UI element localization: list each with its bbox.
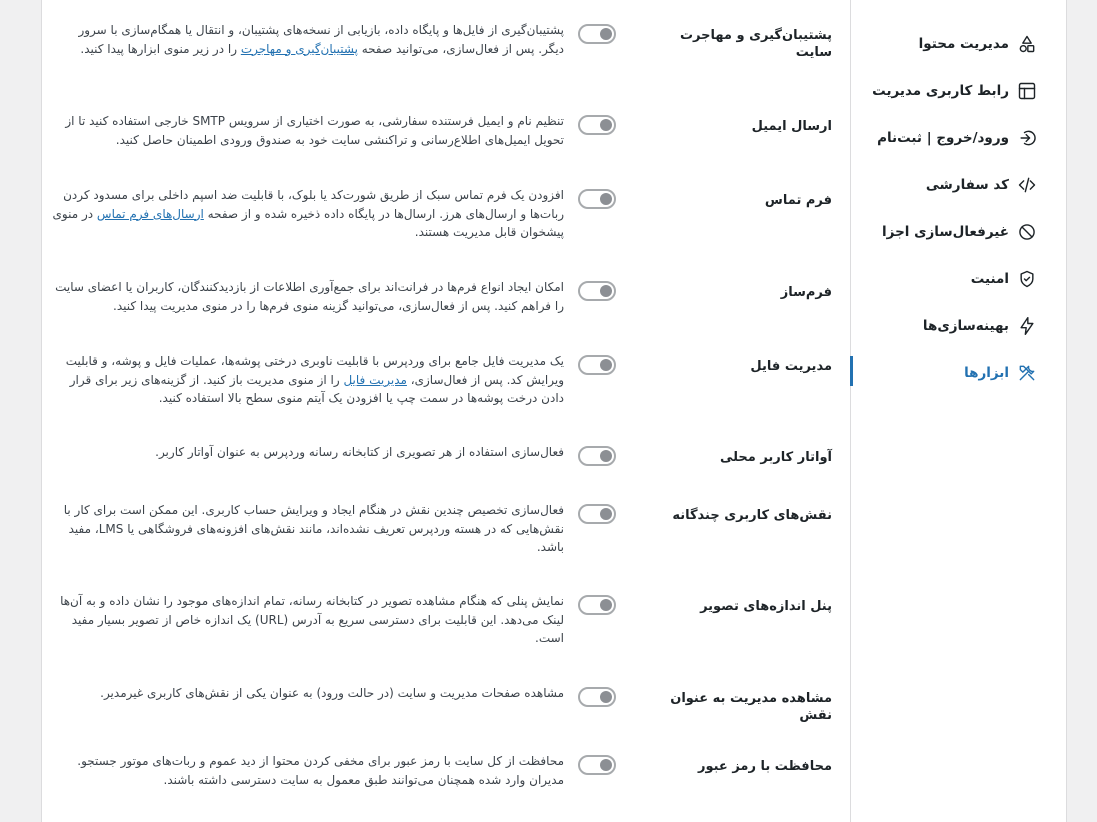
sidebar-item-label: امنیت: [970, 270, 1009, 287]
sidebar-item-disable-components[interactable]: [851, 208, 1066, 255]
form-builder-toggle[interactable]: [578, 281, 616, 301]
toggle-knob: [600, 119, 612, 131]
setting-label: مدیریت فایل: [750, 359, 832, 374]
setting-description: [52, 684, 564, 703]
local-avatar-toggle[interactable]: [578, 446, 616, 466]
sidebar-item-content-management[interactable]: [851, 20, 1066, 67]
shield-check-icon: [1016, 268, 1038, 290]
sidebar-item-label: ابزارها: [964, 364, 1009, 381]
toggle-knob: [600, 691, 612, 703]
view-admin-as-role-toggle[interactable]: [578, 687, 616, 707]
description-text: فعال‌سازی استفاده از هر تصویری از کتابخانه رسانه وردپرس به عنوان آواتار کاربر.: [155, 445, 564, 459]
toggle-knob: [600, 599, 612, 611]
multiple-roles-toggle[interactable]: [578, 504, 616, 524]
backup-migration-link[interactable]: پشتیبان‌گیری و مهاجرت: [240, 41, 358, 56]
description-text: در منوی پیشخوان قابل مدیریت هستند.: [52, 206, 564, 239]
setting-description: [52, 592, 564, 648]
sidebar-item-optimizations[interactable]: [851, 302, 1066, 349]
setting-description: [52, 501, 564, 557]
description-text: نمایش پنلی که هنگام مشاهده تصویر در کتابخانه رسانه، تمام اندازه‌های موجود را نشان داده و به آن‌ها لینک می‌دهد. این قابلیت برای دسترسی سریع به آدرس (URL) یک اندازه خاص از تصویر بسیار مفید است.: [60, 594, 564, 645]
sidebar-item-custom-code[interactable]: [851, 161, 1066, 208]
setting-label: مشاهده مدیریت به عنوان نقش: [670, 691, 832, 723]
toggle-knob: [600, 28, 612, 40]
toggle-knob: [600, 508, 612, 520]
description-text: مشاهده صفحات مدیریت و سایت (در حالت ورود) به عنوان یکی از نقش‌های کاربری غیرمدیر.: [100, 686, 564, 700]
description-text: پشتیبان‌گیری از فایل‌ها و پایگاه داده، بازیابی از نسخه‌های پشتیبان، و انتقال یا همگام‌سازی با سرور دیگر. پس از فعال‌سازی، می‌توانید صفحه: [78, 23, 564, 56]
email-delivery-toggle[interactable]: [578, 115, 616, 135]
password-protection-toggle[interactable]: [578, 755, 616, 775]
setting-description: [52, 752, 564, 789]
description-text: امکان ایجاد انواع فرم‌ها در فرانت‌اند برای جمع‌آوری اطلاعات از بازدیدکنندگان، کاربران یا اعضای سایت را فراهم کنید. پس از فعال‌سازی، می‌توانید گزینه منوی فرم‌ها را در منوی مدیریت پیدا کنید.: [55, 280, 564, 313]
setting-description: [52, 186, 564, 242]
shapes-icon: [1016, 33, 1038, 55]
toggle-knob: [600, 193, 612, 205]
setting-description: [52, 443, 564, 462]
setting-label: فرم‌ساز: [780, 285, 832, 300]
toggle-knob: [600, 759, 612, 771]
toggle-knob: [600, 450, 612, 462]
description-text: افزودن یک فرم تماس سبک از طریق شورت‌کد یا بلوک، با قابلیت ضد اسپم داخلی برای مسدود کردن ربات‌ها و ارسال‌های هرز. ارسال‌ها در پایگاه داده ذخیره شده و از صفحه: [63, 188, 564, 221]
sidebar-item-login-logout[interactable]: [851, 114, 1066, 161]
sidebar-item-label: رابط کاربری مدیریت: [872, 82, 1009, 99]
description-text: یک مدیریت فایل جامع برای وردپرس با قابلیت ناوبری درختی پوشه‌ها، عملیات فایل و پوشه، و قابلیت ویرایش کد. پس از فعال‌سازی،: [65, 354, 564, 387]
sidebar-item-label: بهینه‌سازی‌ها: [922, 317, 1009, 334]
setting-description: [52, 112, 564, 149]
setting-description: [52, 278, 564, 315]
sidebar-item-label: ورود/خروج | ثبت‌نام: [877, 129, 1009, 146]
description-text: محافظت از کل سایت با رمز عبور برای مخفی کردن محتوا از دید عموم و ربات‌های موتور جستجو. مدیران وارد شده همچنان می‌توانند طبق معمول به سایت دسترسی داشته باشند.: [77, 754, 564, 787]
setting-label: فرم تماس: [764, 193, 832, 208]
backup-migration-toggle[interactable]: [578, 24, 616, 44]
settings-panel: [41, 0, 1067, 822]
layout-icon: [1016, 80, 1038, 102]
tools-icon: [1016, 362, 1038, 384]
image-sizes-panel-toggle[interactable]: [578, 595, 616, 615]
setting-label: محافظت با رمز عبور: [697, 759, 832, 774]
description-text: تنظیم نام و ایمیل فرستنده سفارشی، به صورت اختیاری از سرویس SMTP خارجی استفاده کنید تا از تحویل ایمیل‌های اطلاع‌رسانی و تراکنشی سایت خود به صندوق ورودی اطمینان حاصل کنید.: [65, 114, 564, 147]
sidebar-item-label: کد سفارشی: [925, 176, 1009, 193]
sidebar-item-label: مدیریت محتوا: [918, 35, 1009, 52]
file-manager-link[interactable]: مدیریت فایل: [343, 372, 407, 387]
description-text: را از منوی مدیریت باز کنید. از گزینه‌های زیر برای قرار دادن درخت پوشه‌ها در سمت چپ یا افزودن یک آیتم منوی سطح بالا استفاده کنید.: [69, 372, 564, 405]
toggle-knob: [600, 285, 612, 297]
settings-sidebar: [850, 0, 1066, 822]
contact-form-submissions-link[interactable]: ارسال‌های فرم تماس: [96, 206, 204, 221]
contact-form-toggle[interactable]: [578, 189, 616, 209]
lightning-icon: [1016, 315, 1038, 337]
toggle-knob: [600, 359, 612, 371]
sidebar-item-label: غیرفعال‌سازی اجزا: [882, 223, 1009, 240]
setting-label: پشتیبان‌گیری و مهاجرت سایت: [679, 28, 832, 60]
sidebar-item-tools[interactable]: [851, 349, 1066, 396]
sidebar-item-admin-interface[interactable]: [851, 67, 1066, 114]
setting-label: نقش‌های کاربری چندگانه: [672, 508, 832, 523]
ban-icon: [1016, 221, 1038, 243]
code-icon: [1016, 174, 1038, 196]
setting-label: آواتار کاربر محلی: [719, 450, 832, 465]
sidebar-item-security[interactable]: [851, 255, 1066, 302]
setting-label: ارسال ایمیل: [751, 119, 832, 134]
file-manager-toggle[interactable]: [578, 355, 616, 375]
description-text: را در زیر منوی ابزارها پیدا کنید.: [80, 41, 241, 56]
setting-description: [52, 352, 564, 408]
setting-description: [52, 21, 564, 58]
setting-label: پنل اندازه‌های تصویر: [700, 599, 832, 614]
login-icon: [1016, 127, 1038, 149]
description-text: فعال‌سازی تخصیص چندین نقش در هنگام ایجاد و ویرایش حساب کاربری. این ممکن است برای کار با نقش‌هایی که در هسته وردپرس تعریف نشده‌اند، مانند نقش‌های افزونه‌های فروشگاهی یا LMS، مفید باشد.: [63, 503, 564, 554]
